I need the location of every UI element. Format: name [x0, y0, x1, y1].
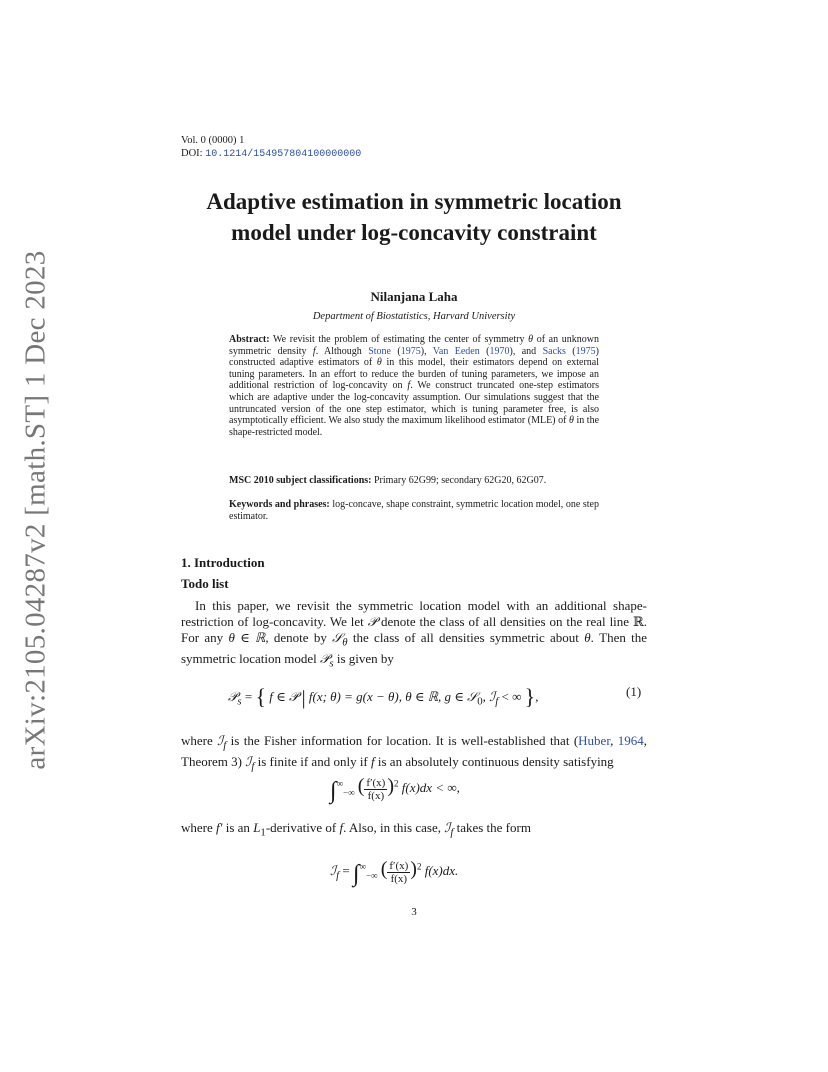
abstract-text: , and: [512, 345, 537, 357]
symbol-theta: θ: [568, 415, 574, 427]
symbol-theta: θ: [342, 637, 348, 649]
body-text: where: [181, 820, 213, 835]
subsection-heading: Todo list: [181, 576, 229, 591]
abstract: Abstract: We revisit the problem of estimating the center of symmetry θ of an unknown symmetric density f. Although Stone (1975), Van Eeden (1970), and Sacks (1975) constructed adaptive estimators of θ in this model, their estimators depend on external tuning parameters. In an effort to reduce the burden of tuning parameters, we impose an additional restriction of log-concavity on f. We construct truncated one-step estimators which are adaptive under the log-concavity assumption. Our simulations suggest that the untruncated version of the one step estimator, which is tuning parameter free, is also asymptotically efficient. We also study the maximum likelihood estimator (MLE) of θ in the shape-restricted model.: [229, 334, 600, 438]
author-name: Nilanjana Laha: [370, 289, 458, 304]
symbol-Ps: 𝒫: [320, 651, 330, 667]
symbol-P: 𝒫: [367, 614, 378, 630]
integral-sign: ∫: [352, 861, 360, 887]
eq2-tail: f(x)dx < ∞,: [401, 780, 460, 795]
msc-text: Primary 62G99; secondary 62G20, 62G07.: [374, 475, 547, 486]
symbol-f: f: [371, 753, 375, 769]
paper-title: Adaptive estimation in symmetric location model under log-concavity constraint: [206, 189, 622, 245]
journal-meta: [181, 134, 361, 161]
equation-2: $\int^\infty_{-\infty}$ ( $\frac{f'(x)}{f(x)}$ )$^2$ f(x)dx < ∞,: [330, 775, 460, 804]
msc-label: MSC 2010 subject classifications:: [229, 475, 372, 486]
eq3-equals: =: [342, 863, 350, 878]
abstract-text: . Although: [315, 345, 362, 357]
body-text: is given by: [336, 651, 394, 667]
eq1-set-element: f ∈ 𝒫: [269, 689, 299, 704]
citation-sacks-year[interactable]: 1975: [575, 345, 596, 357]
arxiv-identifier: arXiv:2105.04287v2 [math.ST] 1 Dec 2023: [19, 250, 52, 770]
body-text: . Then the symmetric location model: [181, 630, 648, 667]
integral-lower: −∞: [365, 870, 378, 881]
symbol-If: ℐ: [245, 753, 252, 769]
body-text: is an: [225, 820, 250, 835]
body-text: denote the class of all densities on the real line ℝ. For any: [181, 614, 648, 646]
body-text: . Also, in this case,: [343, 820, 441, 835]
symbol-f: f: [312, 345, 316, 357]
keywords-text: log-concave, shape constraint, symmetric location model, one step estimator.: [229, 499, 599, 522]
citation-huber[interactable]: Huber: [578, 733, 611, 748]
abstract-text: in the shape-restricted model.: [229, 415, 600, 438]
body-text: -derivative of: [265, 820, 337, 835]
abstract-text: in this model, their estimators depend on external tuning parameters. In an effort to reduce the burden of tuning parameters, we impose an additional restriction of log-concavity on: [229, 357, 600, 392]
body-text: where: [181, 733, 213, 748]
body-text: In this paper, we revisit the symmetric location model with an additional shape-restriction of log-concavity. We let: [181, 598, 647, 630]
symbol-If: ℐ: [444, 820, 451, 835]
symbol-theta: θ: [376, 357, 382, 369]
body-text: is the Fisher information for location. It is well-established that (: [230, 733, 579, 748]
paragraph-intro: In this paper, we revisit the symmetric location model with an additional shape-restriction of log-concavity. We let 𝒫 denote the class of all densities on the real line ℝ. For any θ ∈ ℝ, denote by 𝒮$_\theta$ the class of all densities symmetric about θ. Then the symmetric location model 𝒫$_s$ is given by: [181, 598, 648, 670]
body-text: is finite if and only if: [257, 753, 368, 769]
body-text: , denote by: [265, 630, 327, 646]
symbol-theta: θ: [584, 630, 591, 646]
symbol-S: 𝒮: [332, 630, 343, 646]
msc-classification: [229, 475, 599, 487]
citation-stone[interactable]: Stone: [368, 345, 391, 357]
frac-den: f(x): [367, 789, 385, 802]
paragraph-fisher: where ℐ$_f$ is the Fisher information for location. It is well-established that (Huber, 1964, Theorem 3) ℐ$_f$ is finite if and only if f is an absolutely continuous density satisfying: [181, 733, 648, 773]
symbol-theta: θ: [528, 334, 534, 345]
citation-sacks[interactable]: Sacks: [542, 345, 566, 357]
eq3-tail: f(x)dx.: [424, 863, 459, 878]
symbol-If: ℐ: [217, 733, 224, 748]
doi-label: DOI:: [181, 148, 203, 159]
symbol-f: f: [339, 820, 344, 835]
eq1-finite: < ∞: [498, 689, 522, 704]
integral-upper: ∞: [336, 778, 343, 789]
symbol-fprime: f′: [216, 820, 223, 835]
body-text: the class of all densities symmetric about: [352, 630, 579, 646]
section-heading: 1. Introduction: [181, 555, 265, 570]
body-text: , Theorem 3): [181, 733, 648, 769]
keywords: [229, 499, 599, 522]
symbol-L1: L: [253, 820, 261, 835]
abstract-text: constructed adaptive estimators of: [229, 357, 373, 369]
abstract-text: We revisit the problem of estimating the center of symmetry: [273, 334, 525, 345]
citation-stone-year[interactable]: 1975: [400, 345, 421, 357]
abstract-text: . We construct truncated one-step estimators which are adaptive under the log-concavity assumption. Our simulations suggest that the untruncated version of the one step estimator, which is tuning parameter free, is also asymptotically efficient. We also study the maximum likelihood estimator (MLE) of: [229, 380, 600, 427]
volume-line: Vol. 0 (0000) 1: [181, 135, 245, 146]
eq1-lhs: 𝒫: [228, 689, 238, 704]
abstract-label: Abstract:: [229, 334, 270, 345]
page-number: 3: [411, 906, 417, 918]
frac-num: f′(x): [389, 859, 409, 872]
citation-vaneeden[interactable]: Van Eeden: [432, 345, 480, 357]
eq1-fisher: , ℐ: [482, 689, 496, 704]
integral-lower: −∞: [343, 787, 355, 798]
author-affiliation: Department of Biostatistics, Harvard University: [312, 311, 516, 322]
paragraph-derivative: where f′ is an $L_1$-derivative of f. Also, in this case, ℐ$_f$ takes the form: [181, 820, 531, 839]
frac-den: f(x): [390, 872, 408, 885]
integral-sign: ∫: [330, 778, 337, 804]
equation-3: ℐ$_f$ = $\int^\infty_{-\infty}$ ( $\frac{f'(x)}{f(x)}$ )$^2$ f(x)dx.: [330, 858, 459, 887]
body-text: takes the form: [456, 820, 531, 835]
body-text: is an absolutely continuous density satisfying: [377, 753, 614, 769]
doi-link[interactable]: 10.1214/154957804100000000: [205, 149, 362, 160]
eq3-lhs: ℐ: [330, 863, 337, 878]
abstract-text: of an unknown symmetric density: [229, 334, 599, 357]
citation-vaneeden-year[interactable]: 1970: [489, 345, 510, 357]
equation-1: 𝒫$_s$ = { f ∈ 𝒫 | f(x; θ) = g(x − θ), θ ∈ ℝ, g ∈ 𝒮$_0$, ℐ$_f$ < ∞ },: [228, 684, 539, 709]
frac-num: f′(x): [366, 776, 386, 789]
integral-upper: ∞: [359, 861, 366, 872]
citation-huber-year[interactable]: 1964: [617, 733, 644, 748]
symbol-theta-in-R: θ ∈ ℝ: [228, 630, 266, 646]
equation-number: (1): [626, 684, 642, 699]
symbol-f: f: [407, 380, 411, 392]
eq1-condition: f(x; θ) = g(x − θ), θ ∈ ℝ, g ∈ 𝒮: [308, 689, 478, 704]
doi-line: [181, 147, 361, 161]
keywords-label: Keywords and phrases:: [229, 499, 330, 510]
